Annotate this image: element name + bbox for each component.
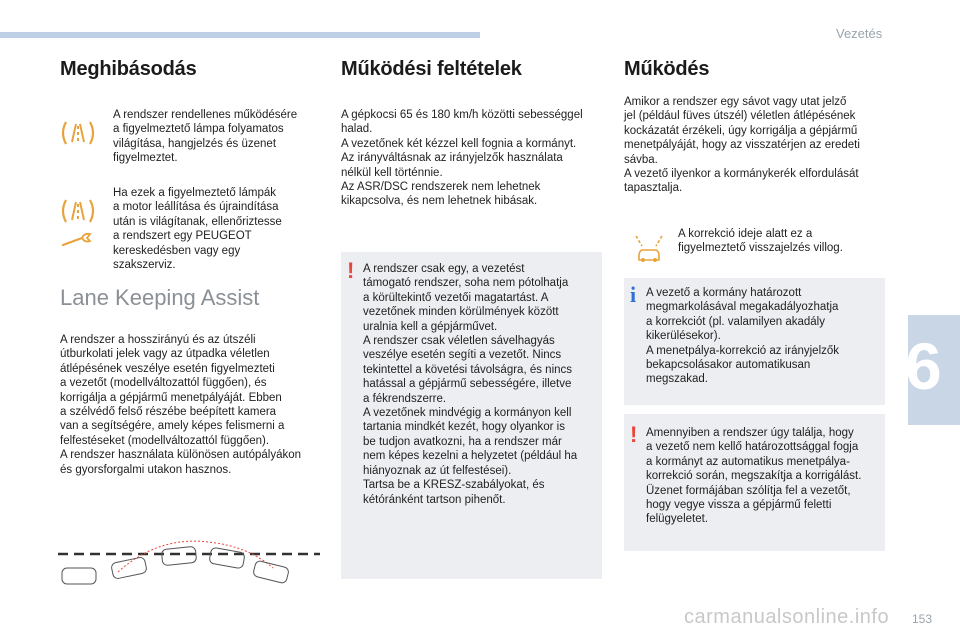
header-accent-bar bbox=[0, 32, 480, 38]
conditions-warning-box bbox=[341, 252, 602, 579]
operation-text: Amikor a rendszer egy sávot vagy utat jelző jel (például füves útszél) véletlen átlépésének kockázatát érzékeli, úgy korrigálja a gépjármű menetpályáját, hogy az visszatérjen az eredeti sávba. A vezető ilyenkor a kormánykerék elfordulását tapasztalja. bbox=[624, 96, 860, 195]
fault-heading: Meghibásodás bbox=[60, 58, 197, 80]
info-icon: i bbox=[630, 282, 637, 307]
operation-heading: Működés bbox=[624, 58, 710, 80]
watermark: carmanualsonline.info bbox=[684, 606, 890, 628]
page-number: 153 bbox=[912, 612, 933, 626]
chapter-number: 6 bbox=[905, 329, 942, 403]
operation-info-text: A vezető a kormány határozott megmarkolásával megakadályozhatja a korrekciót (pl. valamilyen akadály kikerülésekor). A menetpálya-korrekció az irányjelzők bekapcsolásakor automatikusan megszakad. bbox=[646, 287, 840, 386]
fault-description: A rendszer rendellenes működésére a figyelmeztető lámpa folyamatos világítása, hangjelzés és üzenet figyelmeztet. bbox=[113, 109, 298, 165]
conditions-heading: Működési feltételek bbox=[341, 58, 522, 80]
warning-exclamation-icon: ! bbox=[347, 258, 355, 283]
lane-warning-lamp-icon bbox=[58, 118, 98, 148]
warning-exclamation-icon: ! bbox=[630, 422, 638, 447]
lka-heading: Lane Keeping Assist bbox=[60, 285, 260, 310]
lane-warning-lamp-icon bbox=[58, 196, 98, 226]
conditions-text: A gépkocsi 65 és 180 km/h közötti sebességgel halad. A vezetőnek két kézzel kell fognia a kormányt. Az irányváltásnak az irányjelzők használata nélkül kell történnie. Az ASR/DSC rendszerek nem lehetnek kikapcsolva, és nem lehetnek hibásak. bbox=[341, 109, 583, 208]
correction-note: A korrekció ideje alatt ez a figyelmeztető visszajelzés villog. bbox=[678, 228, 843, 255]
conditions-warning-text: A rendszer csak egy, a vezetést támogató rendszer, soha nem pótolhatja a körültekintő vezetői magatartást. A vezetőnek minden körülmények között uralnia kell a gépjárművet. A rendszer csak véletlen sávelhagyás veszélye esetén segíti a vezetőt. Nincs tekintettel a követési távolságra, és nincs hatással a gépjármű sebességére, illetve a fékrendszerre. A vezetőnek mindvégig a kormányon kell tartania mindkét kezét, hogy olyankor is be tudjon avatkozni, ha a rendszer már nem képes kezelni a helyzetet (például ha hiányoznak az út felfestései). Tartsa be a KRESZ-szabályokat, és kétóránként tartson pihenőt. bbox=[363, 263, 578, 506]
operation-warning-box bbox=[624, 414, 885, 551]
section-label: Vezetés bbox=[836, 26, 883, 41]
lane-departure-indicator-icon bbox=[632, 232, 666, 266]
fault-service-note: Ha ezek a figyelmeztető lámpák a motor leállítása és újraindítása után is világítanak, ellenőriztesse a rendszert egy PEUGEOT kereskedésben vagy egy szakszerviz. bbox=[113, 187, 282, 272]
operation-info-box bbox=[624, 278, 885, 405]
wrench-service-icon bbox=[60, 232, 96, 248]
lane-correction-illustration bbox=[58, 532, 320, 592]
operation-warning-text: Amennyiben a rendszer úgy találja, hogy a vezető nem kellő határozottsággal fogja a kormányt az automatikus menetpálya- korrekció során, megszakítja a korrigálást. Üzenet formájában szólítja fel a vezetőt, hogy vegye vissza a gépjármű feletti felügyeletet. bbox=[646, 427, 862, 526]
lka-intro: A rendszer a hosszirányú és az útszéli útburkolati jelek vagy az útpadka véletlen átlépésének veszélye esetén figyelmezteti a vezetőt (modellváltozattól függően), és korrigálja a gépjármű menetpályáját. Ebben a szélvédő felső részébe beépített kamera van a segítségére, amely képes felismerni a felfestéseket (modellváltozattól függően). A rendszer használata különösen autópályákon és gyorsforgalmi utakon hasznos. bbox=[60, 334, 302, 476]
